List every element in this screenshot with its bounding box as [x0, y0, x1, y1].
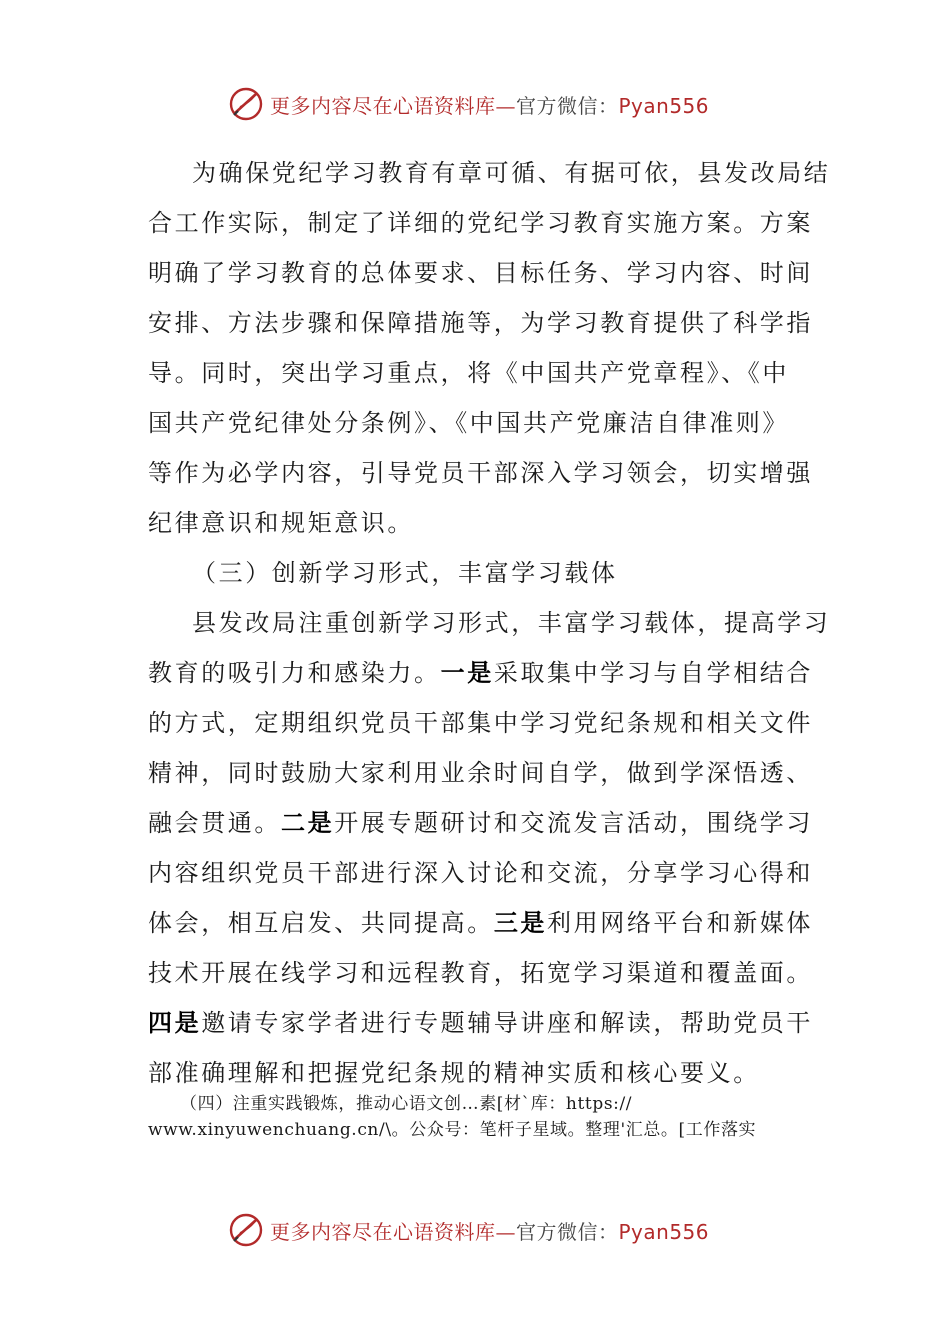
banner-wechat-label: 官方微信：	[516, 1219, 619, 1244]
text-line: 导。同时，突出学习重点，将《中国共产党章程》、《中	[148, 359, 789, 387]
text-span: 教育的吸引力和感染力。	[148, 659, 441, 687]
text-line: 技术开展在线学习和远程教育，拓宽学习渠道和覆盖面。	[148, 959, 813, 987]
bold-marker: 三是	[493, 908, 548, 937]
banner-separator: —	[495, 1219, 516, 1244]
text-line: 纪律意识和规矩意识。	[148, 509, 414, 537]
section-heading: （三）创新学习形式，丰富学习载体	[192, 559, 618, 587]
text-span: 体会，相互启发、共同提高。	[148, 909, 494, 937]
banner-separator: —	[495, 93, 516, 118]
text-line: 等作为必学内容，引导党员干部深入学习领会，切实增强	[148, 459, 813, 487]
text-line: 安排、方法步骤和保障措施等，为学习教育提供了科学指	[148, 309, 813, 337]
banner-text	[270, 90, 709, 119]
text-line: 合工作实际，制定了详细的党纪学习教育实施方案。方案	[148, 209, 813, 237]
document-body	[148, 148, 831, 1098]
footer-banner	[228, 1210, 709, 1250]
header-banner	[228, 84, 709, 124]
text-line: 部准确理解和把握党纪条规的精神实质和核心要义。	[148, 1059, 760, 1087]
footnote-line: www.xinyuwenchuang.cn/\。公众号：笔杆子星域。整理'汇总。[工作落实	[148, 1120, 757, 1140]
text-line	[148, 998, 814, 1048]
bold-marker: 二是	[281, 808, 335, 837]
text-line: 的方式，定期组织党员干部集中学习党纪条规和相关文件	[148, 709, 813, 737]
text-span: 开展专题研讨和交流发言活动，围绕学习	[334, 809, 814, 837]
text-line	[148, 648, 814, 698]
quill-logo-icon	[228, 86, 264, 122]
bold-marker: 一是	[440, 658, 494, 687]
text-span: 采取集中学习与自学相结合	[493, 659, 814, 687]
text-span: 邀请专家学者进行专题辅导讲座和解读，帮助党员干	[201, 1009, 814, 1037]
banner-wechat-id: Pyan556	[618, 93, 710, 118]
banner-wechat-label: 官方微信：	[516, 93, 619, 118]
bold-marker: 四是	[148, 1008, 202, 1037]
banner-site-text: 更多内容尽在心语资料库	[270, 93, 496, 118]
text-span: 利用网络平台和新媒体	[547, 909, 814, 937]
text-line	[148, 898, 814, 948]
footnote-line: （四）注重实践锻炼，推动心语文创…素[材`库：https://	[180, 1094, 633, 1114]
text-span: 融会贯通。	[148, 809, 281, 837]
banner-wechat-id: Pyan556	[618, 1219, 710, 1244]
text-line: 明确了学习教育的总体要求、目标任务、学习内容、时间	[148, 259, 813, 287]
banner-text	[270, 1216, 709, 1245]
text-line	[148, 798, 814, 848]
text-line: 国共产党纪律处分条例》、《中国共产党廉洁自律准则》	[148, 409, 789, 437]
text-line: 为确保党纪学习教育有章可循、有据可依，县发改局结	[192, 159, 831, 187]
text-line: 内容组织党员干部进行深入讨论和交流，分享学习心得和	[148, 859, 813, 887]
quill-logo-icon	[228, 1212, 264, 1248]
text-line: 县发改局注重创新学习形式，丰富学习载体，提高学习	[192, 609, 831, 637]
text-line: 精神，同时鼓励大家利用业余时间自学，做到学深悟透、	[148, 759, 813, 787]
banner-site-text: 更多内容尽在心语资料库	[270, 1219, 496, 1244]
